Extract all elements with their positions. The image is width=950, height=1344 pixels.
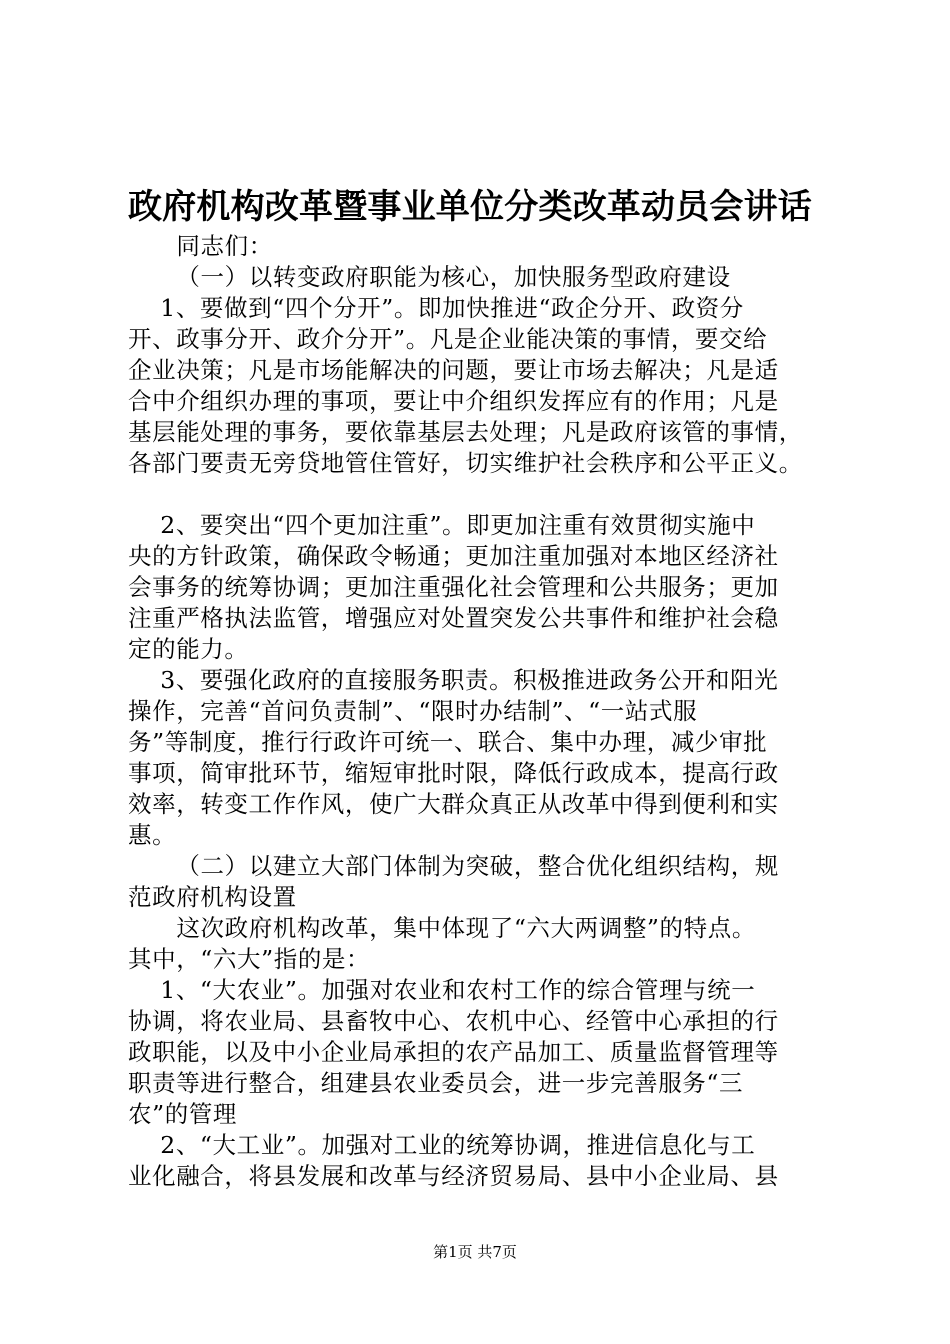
- text-line: 开、政事分开、政介分开”。凡是企业能决策的事情，要交给: [128, 325, 768, 353]
- text-line: 注重严格执法监管，增强应对处置突发公共事件和维护社会稳: [128, 604, 779, 632]
- text-line: （二）以建立大部门体制为突破，整合优化组织结构，规: [128, 852, 779, 880]
- text-line: 基层能处理的事务，要依靠基层去处理；凡是政府该管的事情，: [128, 418, 803, 446]
- text-line: 定的能力。: [128, 635, 249, 663]
- text-line: 其中，“六大”指的是：: [128, 945, 371, 973]
- text-line: 会事务的统筹协调；更加注重强化社会管理和公共服务；更加: [128, 573, 779, 601]
- text-line: 农”的管理: [128, 1100, 238, 1128]
- text-line: 范政府机构设置: [128, 883, 297, 911]
- text-line: 效率，转变工作作风，使广大群众真正从改革中得到便利和实: [128, 790, 779, 818]
- text-line: 3、要强化政府的直接服务职责。积极推进政务公开和阳光: [128, 666, 779, 694]
- text-line: （一）以转变政府职能为核心，加快服务型政府建设: [128, 263, 731, 291]
- text-line: 惠。: [128, 821, 177, 849]
- text-line: 同志们：: [128, 232, 273, 260]
- text-line: 1、要做到“四个分开”。即加快推进“政企分开、政资分: [128, 294, 744, 322]
- text-line: 业化融合，将县发展和改革与经济贸易局、县中小企业局、县: [128, 1162, 779, 1190]
- text-line: 政职能，以及中小企业局承担的农产品加工、质量监督管理等: [128, 1038, 779, 1066]
- text-line: 合中介组织办理的事项，要让中介组织发挥应有的作用；凡是: [128, 387, 779, 415]
- text-line: 各部门要责无旁贷地管住管好，切实维护社会秩序和公平正义。: [128, 449, 803, 477]
- document-body: [128, 231, 833, 1192]
- text-line: 事项，简审批环节，缩短审批时限，降低行政成本，提高行政: [128, 759, 779, 787]
- paragraph-gap: [128, 479, 833, 510]
- text-line: 2、“大工业”。加强对工业的统筹协调，推进信息化与工: [128, 1131, 756, 1159]
- text-line: 2、要突出“四个更加注重”。即更加注重有效贯彻实施中: [128, 511, 756, 539]
- text-line: 职责等进行整合，组建县农业委员会，进一步完善服务“三: [128, 1069, 744, 1097]
- text-line: 这次政府机构改革，集中体现了“六大两调整”的特点。: [128, 914, 756, 942]
- text-line: 务”等制度，推行行政许可统一、联合、集中办理，减少审批: [128, 728, 768, 756]
- text-line: 操作，完善“首问负责制”、“限时办结制”、“一站式服: [128, 697, 698, 725]
- document-title: 政府机构改革暨事业单位分类改革动员会讲话: [128, 187, 812, 227]
- text-line: 协调，将农业局、县畜牧中心、农机中心、经管中心承担的行: [128, 1007, 779, 1035]
- page-footer: 第1页 共7页: [433, 1243, 517, 1261]
- text-line: 企业决策；凡是市场能解决的问题，要让市场去解决；凡是适: [128, 356, 779, 384]
- text-line: 1、“大农业”。加强对农业和农村工作的综合管理与统一: [128, 976, 756, 1004]
- text-line: 央的方针政策，确保政令畅通；更加注重加强对本地区经济社: [128, 542, 779, 570]
